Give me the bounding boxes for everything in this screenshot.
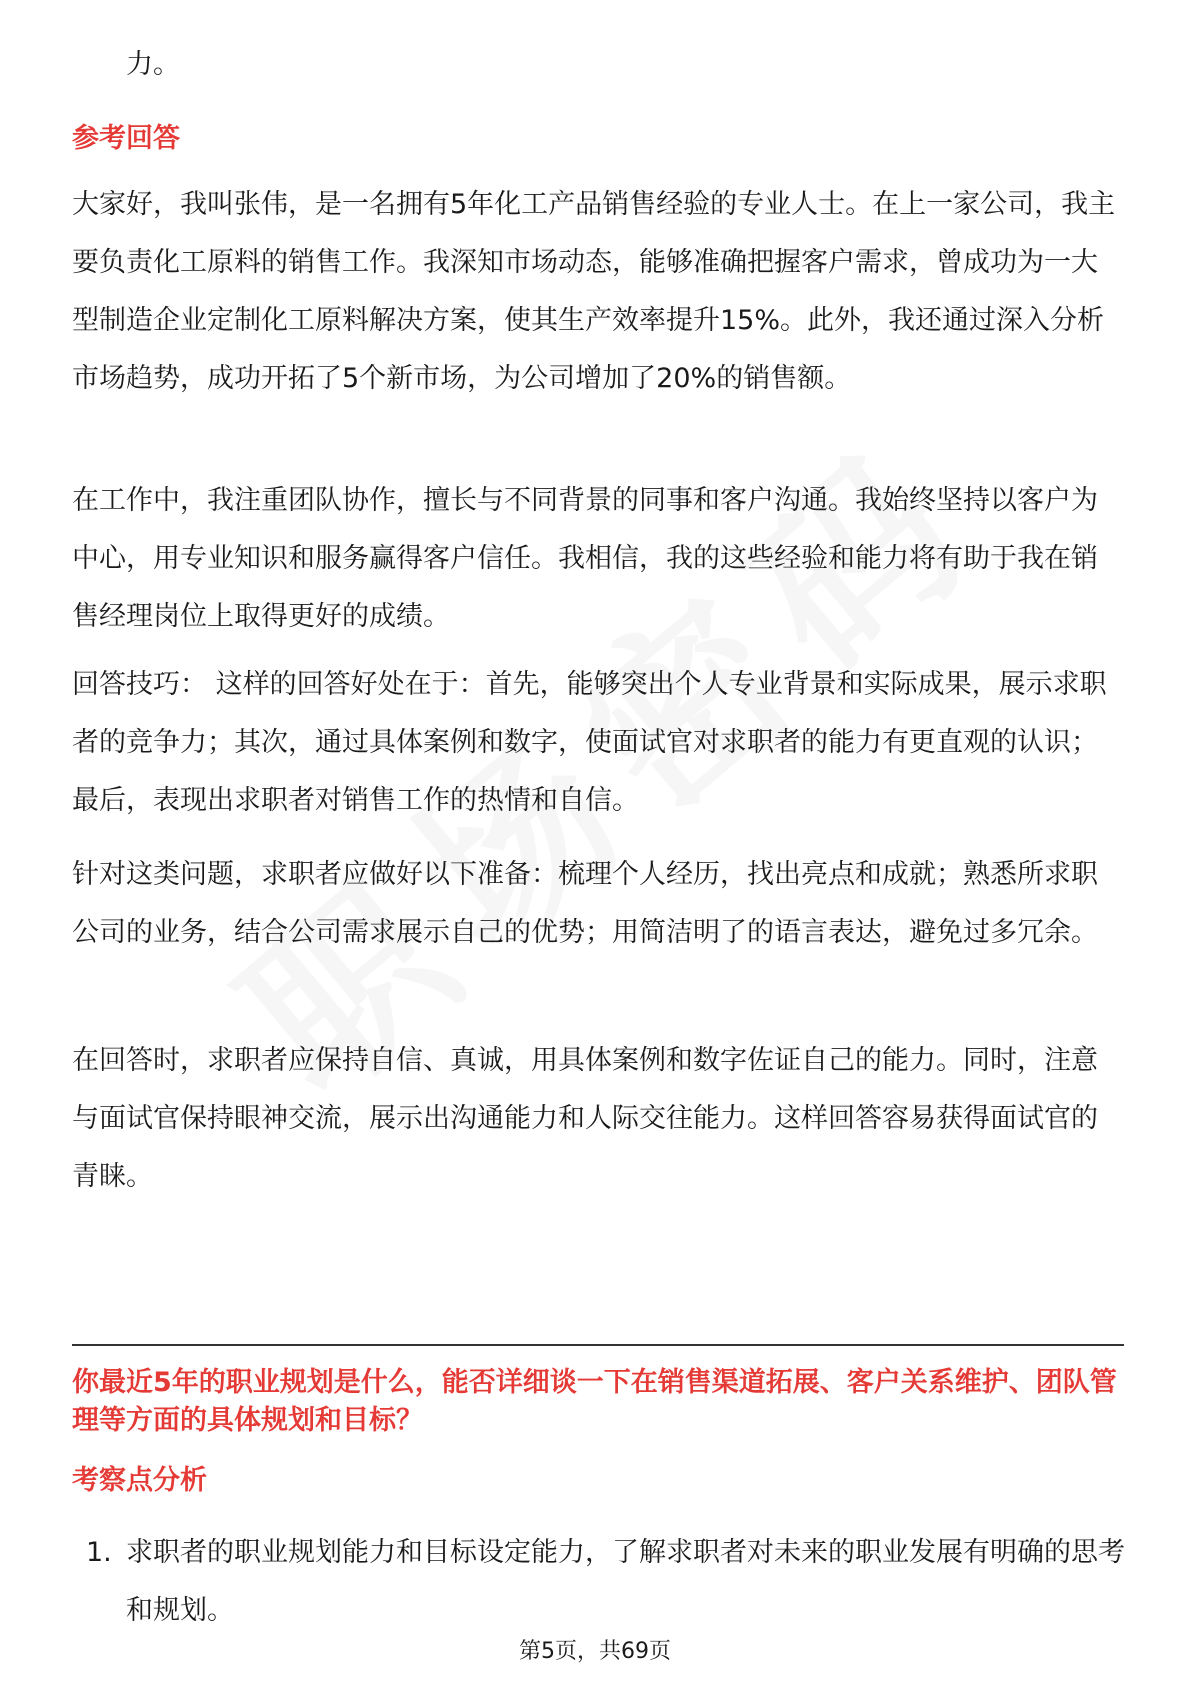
answer-tips-paragraph: 回答技巧： 这样的回答好处在于：首先，能够突出个人专业背景和实际成果，展示求职者的竞争力；其次，通过具体案例和数字，使面试官对求职者的能力有更直观的认识；最后，表现出求职者对销售工作的热情和自信。: [72, 669, 1107, 816]
answer-paragraph-1: 大家好，我叫张伟，是一名拥有5年化工产品销售经验的专业人士。在上一家公司，我主要负责化工原料的销售工作。我深知市场动态，能够准确把握客户需求，曾成功为一大型制造企业定制化工原料解决方案，使其生产效率提升15%。此外，我还通过深入分析市场趋势，成功开拓了5个新市场，为公司增加了20%的销售额。: [72, 189, 1116, 394]
section-divider: [72, 1344, 1124, 1346]
list-item-number: 1.: [86, 1537, 112, 1568]
answer-paragraph-2: 在工作中，我注重团队协作，擅长与不同背景的同事和客户沟通。我始终坚持以客户为中心，用专业知识和服务赢得客户信任。我相信，我的这些经验和能力将有助于我在销售经理岗位上取得更好的成绩。: [72, 485, 1098, 632]
page-footer: 第5页，共69页: [519, 1639, 671, 1664]
analysis-heading: 考察点分析: [72, 1465, 207, 1496]
continuation-text: 力。: [126, 49, 180, 80]
answer-heading: 参考回答: [72, 123, 180, 154]
list-item-text: 求职者的职业规划能力和目标设定能力，了解求职者对未来的职业发展有明确的思考和规划。: [126, 1537, 1125, 1626]
interview-question: 你最近5年的职业规划是什么，能否详细谈一下在销售渠道拓展、客户关系维护、团队管理等方面的具体规划和目标？: [72, 1367, 1117, 1436]
answering-advice-paragraph: 在回答时，求职者应保持自信、真诚，用具体案例和数字佐证自己的能力。同时，注意与面试官保持眼神交流，展示出沟通能力和人际交往能力。这样回答容易获得面试官的青睐。: [72, 1045, 1098, 1192]
preparation-paragraph: 针对这类问题，求职者应做好以下准备：梳理个人经历，找出亮点和成就；熟悉所求职公司的业务，结合公司需求展示自己的优势；用简洁明了的语言表达，避免过多冗余。: [72, 859, 1098, 948]
